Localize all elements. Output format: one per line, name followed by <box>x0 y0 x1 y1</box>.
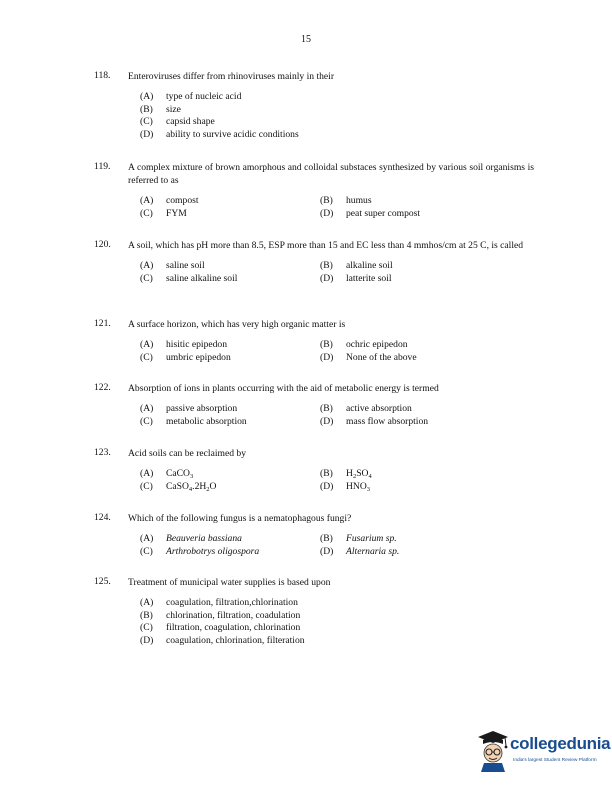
question-number: 120. <box>94 239 111 250</box>
options-list <box>140 597 534 647</box>
question-119 <box>94 161 534 220</box>
question-text: Enteroviruses differ from rhinoviruses mainly in their <box>128 71 335 82</box>
option-d: (D) mass flow absorption <box>320 415 429 427</box>
option-a: (A) hisitic epipedon <box>140 339 228 350</box>
option-a: (A) CaCO$_3$ <box>140 468 194 480</box>
question-number: 124. <box>94 512 111 523</box>
logo-wordmark: collegedunia <box>510 734 611 753</box>
options-list <box>140 195 534 220</box>
option-d: (D) Alternaria sp. <box>320 545 400 557</box>
option-c: (C) metabolic absorption <box>140 415 247 427</box>
option-c: (C) $CaSO_4.2H_2O$ <box>140 480 217 493</box>
option-c: (C) umbric epipedon <box>140 351 231 363</box>
graduate-mascot-icon <box>476 728 510 772</box>
question-text: Which of the following fungus is a nematophagous fungi? <box>128 513 352 524</box>
page-number: 15 <box>301 34 311 45</box>
option-a: (A) compost <box>140 195 199 206</box>
option-d: (D) ability to survive acidic conditions <box>140 128 299 140</box>
question-text: Treatment of municipal water supplies is based upon <box>128 577 331 588</box>
logo-tagline: India's largest Student Review Platform <box>513 758 597 763</box>
option-a: (A) type of nucleic acid <box>140 91 242 102</box>
question-text: A complex mixture of brown amorphous and colloidal substaces synthesized by various soil organisms is referred to as <box>128 162 534 186</box>
option-b: (B) ochric epipedon <box>320 339 408 350</box>
option-b: (B) Fusarium sp. <box>320 533 397 544</box>
option-b: (B) active absorption <box>320 403 412 414</box>
question-number: 119. <box>94 161 111 172</box>
question-number: 118. <box>94 70 111 81</box>
option-b: (B) chlorination, filtration, coadulation <box>140 609 301 621</box>
question-number: 125. <box>94 576 111 587</box>
question-text: A surface horizon, which has very high organic matter is <box>128 319 346 330</box>
options-list <box>140 339 534 364</box>
question-124 <box>94 512 534 558</box>
option-d: (D) peat super compost <box>320 207 421 219</box>
question-number: 123. <box>94 447 111 458</box>
question-text: A soil, which has pH more than 8.5, ESP more than 15 and EC less than 4 mmhos/cm at 25 C, is called <box>128 240 524 251</box>
question-123 <box>94 447 534 493</box>
option-d: (D) coagulation, chlorination, filteration <box>140 634 305 646</box>
options-list <box>140 260 534 285</box>
option-a: (A) Beauveria bassiana <box>140 533 242 544</box>
option-a: (A) coagulation, filtration,chlorination <box>140 597 298 608</box>
option-d: (D) None of the above <box>320 351 417 363</box>
option-c: (C) FYM <box>140 207 187 219</box>
question-text: Absorption of ions in plants occurring with the aid of metabolic energy is termed <box>128 383 439 394</box>
options-list <box>140 91 534 141</box>
question-122 <box>94 382 534 428</box>
option-b: (B) $H_2SO_4$ <box>320 468 372 480</box>
options-list <box>140 468 534 493</box>
options-list <box>140 403 534 428</box>
question-number: 121. <box>94 318 111 329</box>
option-c: (C) Arthrobotrys oligospora <box>140 545 260 557</box>
question-number: 122. <box>94 382 111 393</box>
option-a: (A) passive absorption <box>140 403 238 414</box>
collegedunia-logo[interactable] <box>476 728 611 774</box>
option-b: (B) size <box>140 103 181 115</box>
option-b: (B) alkaline soil <box>320 260 393 271</box>
question-125 <box>94 576 534 647</box>
options-list <box>140 533 534 558</box>
question-text: Acid soils can be reclaimed by <box>128 448 247 459</box>
option-d: (D) latterite soil <box>320 272 392 284</box>
option-c: (C) capsid shape <box>140 116 215 128</box>
option-d: (D) $HNO_3$ <box>320 480 371 493</box>
question-118 <box>94 70 534 141</box>
option-c: (C) saline alkaline soil <box>140 272 238 284</box>
option-c: (C) filtration, coagulation, chlorination <box>140 622 301 634</box>
question-120 <box>94 239 534 285</box>
option-a: (A) saline soil <box>140 260 205 271</box>
question-121 <box>94 318 534 364</box>
option-b: (B) humus <box>320 195 372 206</box>
